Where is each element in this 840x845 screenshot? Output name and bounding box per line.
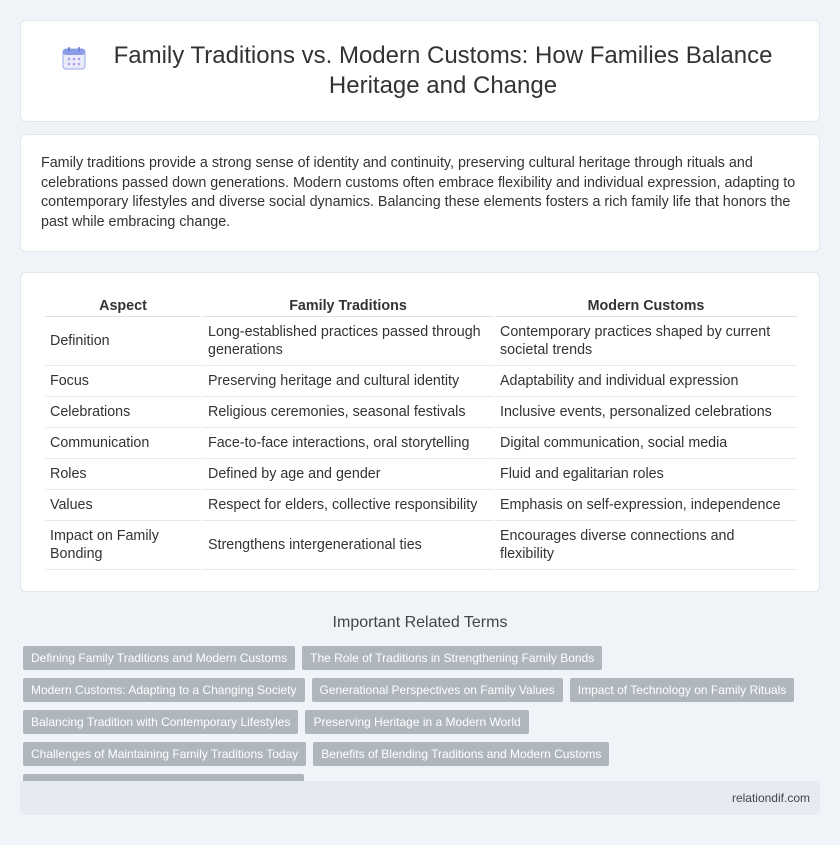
header-family-traditions: Family Traditions xyxy=(203,293,493,317)
cell-modern: Adaptability and individual expression xyxy=(495,366,797,397)
related-term-link[interactable]: Defining Family Traditions and Modern Customs xyxy=(23,646,295,670)
related-term-link[interactable]: Impact of Technology on Family Rituals xyxy=(570,678,795,702)
cell-modern: Encourages diverse connections and flexibility xyxy=(495,521,797,570)
table-row xyxy=(45,397,797,428)
cell-modern: Inclusive events, personalized celebrations xyxy=(495,397,797,428)
cell-tradition: Preserving heritage and cultural identity xyxy=(203,366,493,397)
site-name: relationdif.com xyxy=(731,791,810,805)
cell-tradition: Respect for elders, collective responsibility xyxy=(203,490,493,521)
title-card xyxy=(20,20,820,122)
table-row xyxy=(45,521,797,570)
header-modern-customs: Modern Customs xyxy=(495,293,797,317)
related-terms-heading: Important Related Terms xyxy=(332,614,508,631)
related-term-link[interactable]: Preserving Heritage in a Modern World xyxy=(305,710,528,734)
cell-aspect: Focus xyxy=(45,366,201,397)
intro-paragraph: Family traditions provide a strong sense of identity and continuity, preserving cultural heritage through rituals and celebrations passed down generations. Modern customs often embrace flexibility and individual expression, adapting to contemporary lifestyles and diverse social dynamics. Balancing these elements fosters a rich family life that honors the past while embracing change. xyxy=(41,155,796,230)
cell-tradition: Face-to-face interactions, oral storytelling xyxy=(203,428,493,459)
cell-aspect: Definition xyxy=(45,317,201,366)
footer xyxy=(20,781,820,815)
cell-tradition: Religious ceremonies, seasonal festivals xyxy=(203,397,493,428)
cell-aspect: Celebrations xyxy=(45,397,201,428)
related-term-link[interactable]: Generational Perspectives on Family Values xyxy=(312,678,563,702)
intro-card xyxy=(20,134,820,252)
cell-tradition: Strengthens intergenerational ties xyxy=(203,521,493,570)
related-term-link[interactable]: The Role of Traditions in Strengthening Family Bonds xyxy=(302,646,602,670)
cell-modern: Fluid and egalitarian roles xyxy=(495,459,797,490)
table-row xyxy=(45,428,797,459)
comparison-table xyxy=(43,293,799,570)
cell-modern: Contemporary practices shaped by current societal trends xyxy=(495,317,797,366)
related-term-link[interactable]: Benefits of Blending Traditions and Modern Customs xyxy=(313,742,609,766)
table-header-row xyxy=(45,293,797,317)
table-row xyxy=(45,366,797,397)
page-title: Family Traditions vs. Modern Customs: How Families Balance Heritage and Change xyxy=(113,42,773,99)
table-row xyxy=(45,490,797,521)
cell-tradition: Long-established practices passed through generations xyxy=(203,317,493,366)
cell-aspect: Impact on Family Bonding xyxy=(45,521,201,570)
cell-tradition: Defined by age and gender xyxy=(203,459,493,490)
cell-aspect: Roles xyxy=(45,459,201,490)
related-term-link[interactable]: Modern Customs: Adapting to a Changing Society xyxy=(23,678,305,702)
header-aspect: Aspect xyxy=(45,293,201,317)
calendar-icon xyxy=(61,45,87,71)
table-row xyxy=(45,317,797,366)
related-term-link[interactable]: Balancing Tradition with Contemporary Lifestyles xyxy=(23,710,298,734)
cell-modern: Digital communication, social media xyxy=(495,428,797,459)
table-row xyxy=(45,459,797,490)
cell-aspect: Communication xyxy=(45,428,201,459)
cell-modern: Emphasis on self-expression, independence xyxy=(495,490,797,521)
cell-aspect: Values xyxy=(45,490,201,521)
comparison-card xyxy=(20,272,820,592)
related-term-link[interactable]: Challenges of Maintaining Family Traditions Today xyxy=(23,742,306,766)
